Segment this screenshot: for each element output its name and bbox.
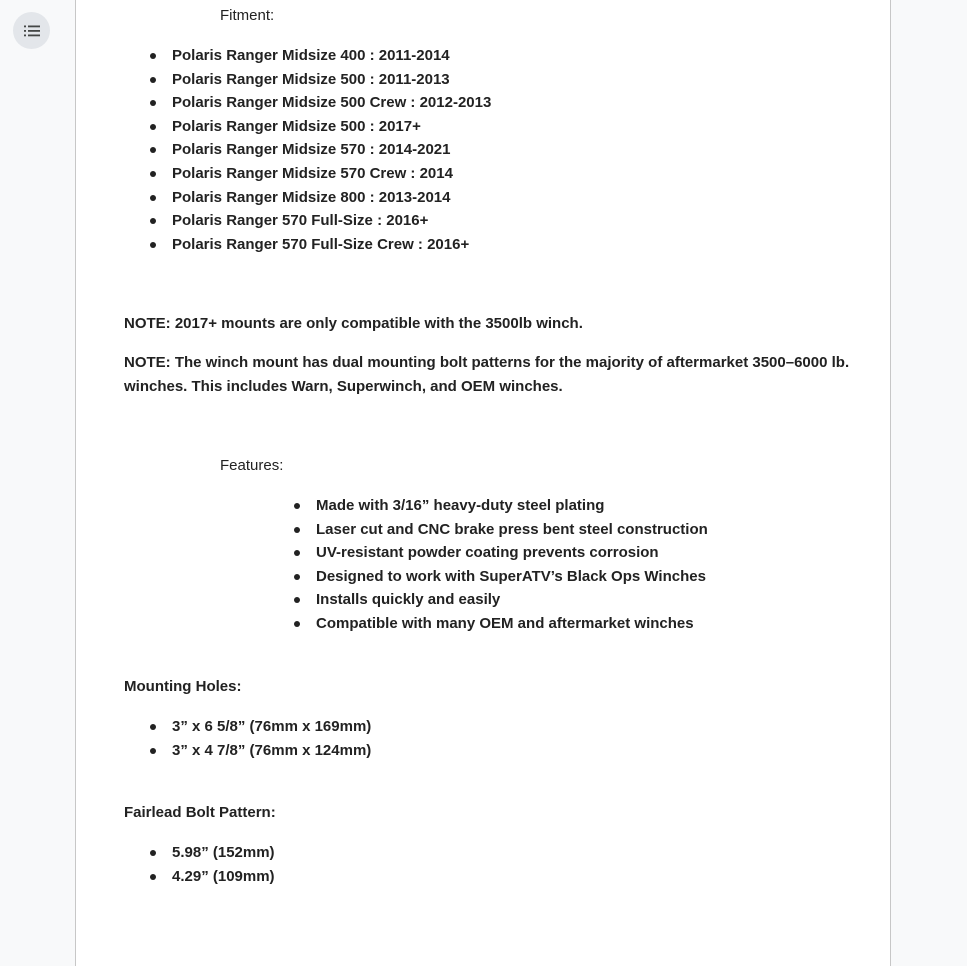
list-item: Laser cut and CNC brake press bent steel construction xyxy=(292,518,708,542)
list-item: Polaris Ranger Midsize 570 Crew : 2014 xyxy=(148,162,491,186)
mounting-holes-heading: Mounting Holes: xyxy=(124,678,242,695)
show-outline-button[interactable] xyxy=(13,12,50,49)
bullet-icon xyxy=(150,195,156,201)
list-item: UV-resistant powder coating prevents corrosion xyxy=(292,541,708,565)
bullet-icon xyxy=(150,748,156,754)
bullet-icon xyxy=(294,503,300,509)
list-item: Designed to work with SuperATV’s Black Ops Winches xyxy=(292,565,708,589)
note-paragraph: NOTE: 2017+ mounts are only compatible with the 3500lb winch. xyxy=(124,315,583,332)
bullet-icon xyxy=(150,171,156,177)
list-item: Polaris Ranger Midsize 800 : 2013-2014 xyxy=(148,186,491,210)
fairlead-heading: Fairlead Bolt Pattern: xyxy=(124,804,276,821)
bullet-icon xyxy=(150,100,156,106)
fairlead-list xyxy=(148,841,275,888)
document-page xyxy=(75,0,891,966)
bullet-icon xyxy=(150,874,156,880)
bullet-icon xyxy=(150,77,156,83)
list-item: Polaris Ranger Midsize 500 Crew : 2012-2013 xyxy=(148,91,491,115)
bullet-icon xyxy=(294,597,300,603)
bullet-icon xyxy=(294,527,300,533)
list-item: Installs quickly and easily xyxy=(292,588,708,612)
list-item: Polaris Ranger Midsize 570 : 2014-2021 xyxy=(148,138,491,162)
fitment-heading: Fitment: xyxy=(220,7,275,24)
list-item: Polaris Ranger Midsize 500 : 2017+ xyxy=(148,115,491,139)
bullet-icon xyxy=(150,850,156,856)
mounting-holes-list xyxy=(148,715,371,762)
bullet-icon xyxy=(150,147,156,153)
list-item: 3” x 4 7/8” (76mm x 124mm) xyxy=(148,739,371,763)
bullet-icon xyxy=(150,242,156,248)
list-item: Made with 3/16” heavy-duty steel plating xyxy=(292,494,708,518)
bullet-icon xyxy=(294,550,300,556)
note-paragraph: NOTE: The winch mount has dual mounting bolt patterns for the majority of aftermarket 3500–6000 lb. winches. This includes Warn, Superwinch, and OEM winches. xyxy=(124,354,850,395)
fitment-list xyxy=(148,44,491,256)
features-heading: Features: xyxy=(220,457,284,474)
bullet-icon xyxy=(294,574,300,580)
list-item: Polaris Ranger Midsize 500 : 2011-2013 xyxy=(148,68,491,92)
bullet-icon xyxy=(150,124,156,130)
bullet-icon xyxy=(150,724,156,730)
list-item: 5.98” (152mm) xyxy=(148,841,275,865)
list-item: 3” x 6 5/8” (76mm x 169mm) xyxy=(148,715,371,739)
features-list xyxy=(292,494,708,636)
list-item: Compatible with many OEM and aftermarket winches xyxy=(292,612,708,636)
bullet-icon xyxy=(150,218,156,224)
bullet-icon xyxy=(150,53,156,59)
bullet-icon xyxy=(294,621,300,627)
document-outline-icon xyxy=(24,25,40,37)
list-item: 4.29” (109mm) xyxy=(148,865,275,889)
list-item: Polaris Ranger 570 Full-Size Crew : 2016+ xyxy=(148,233,491,257)
list-item: Polaris Ranger 570 Full-Size : 2016+ xyxy=(148,209,491,233)
list-item: Polaris Ranger Midsize 400 : 2011-2014 xyxy=(148,44,491,68)
